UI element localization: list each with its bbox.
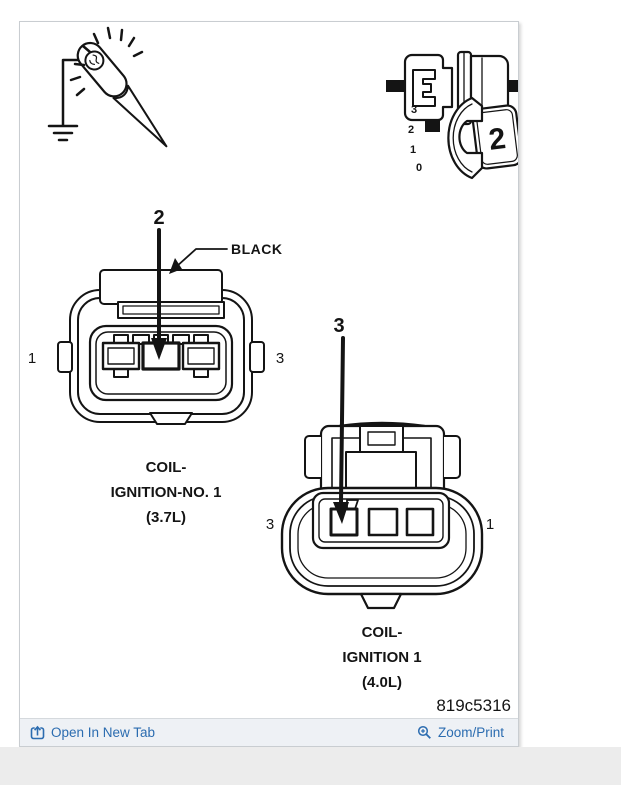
zoom-icon	[417, 725, 432, 740]
open-in-new-tab-label: Open In New Tab	[51, 725, 156, 740]
cavity-callout-2: 2	[153, 207, 165, 229]
caption-line-3: (4.0L)	[361, 674, 403, 691]
test-light-icon	[49, 28, 176, 154]
caption-line-2: IGNITION 1	[342, 649, 422, 666]
cavity-scale-0: 0	[415, 162, 423, 174]
bottom-tab	[150, 413, 192, 424]
open-in-new-tab-link[interactable]	[30, 725, 155, 740]
wiring-diagram-image	[20, 22, 518, 718]
wire-color-label: BLACK	[231, 241, 283, 257]
pin-number-left: 3	[265, 516, 275, 533]
coil-37l-connector	[28, 207, 284, 526]
bottom-tab	[361, 594, 401, 608]
left-wing	[58, 342, 72, 372]
open-in-new-tab-icon	[30, 725, 45, 740]
callout-arrow-line	[341, 338, 343, 502]
cavity-big-number: 2	[487, 122, 508, 157]
right-wing	[250, 342, 264, 372]
coil-40l-connector	[266, 315, 494, 691]
cavity-marker	[425, 119, 440, 132]
pin-number-right: 3	[275, 350, 285, 367]
diagram-area	[20, 22, 518, 718]
pin-2-cavity	[369, 509, 397, 535]
diagram-panel	[19, 21, 519, 747]
pin-number-left: 1	[27, 350, 37, 367]
pin-1-cavity	[407, 509, 433, 535]
cavity-scale-3: 3	[410, 104, 418, 116]
cavity-callout-3: 3	[333, 315, 345, 337]
pin-number-right: 1	[485, 516, 495, 533]
caption-line-1: COIL-	[361, 624, 403, 641]
page-bottom-strip	[0, 747, 621, 785]
zoom-print-link[interactable]	[417, 725, 504, 740]
cavity-scale-2: 2	[407, 124, 415, 136]
viewer-toolbar	[20, 718, 518, 746]
zoom-print-label: Zoom/Print	[437, 725, 504, 740]
cavity-scale-1: 1	[409, 144, 417, 156]
figure-id: 819c5316	[436, 696, 511, 715]
caption-line-1: COIL-	[145, 459, 187, 476]
caption-line-3: (3.7L)	[145, 509, 187, 526]
caption-line-2: IGNITION-NO. 1	[110, 484, 222, 501]
